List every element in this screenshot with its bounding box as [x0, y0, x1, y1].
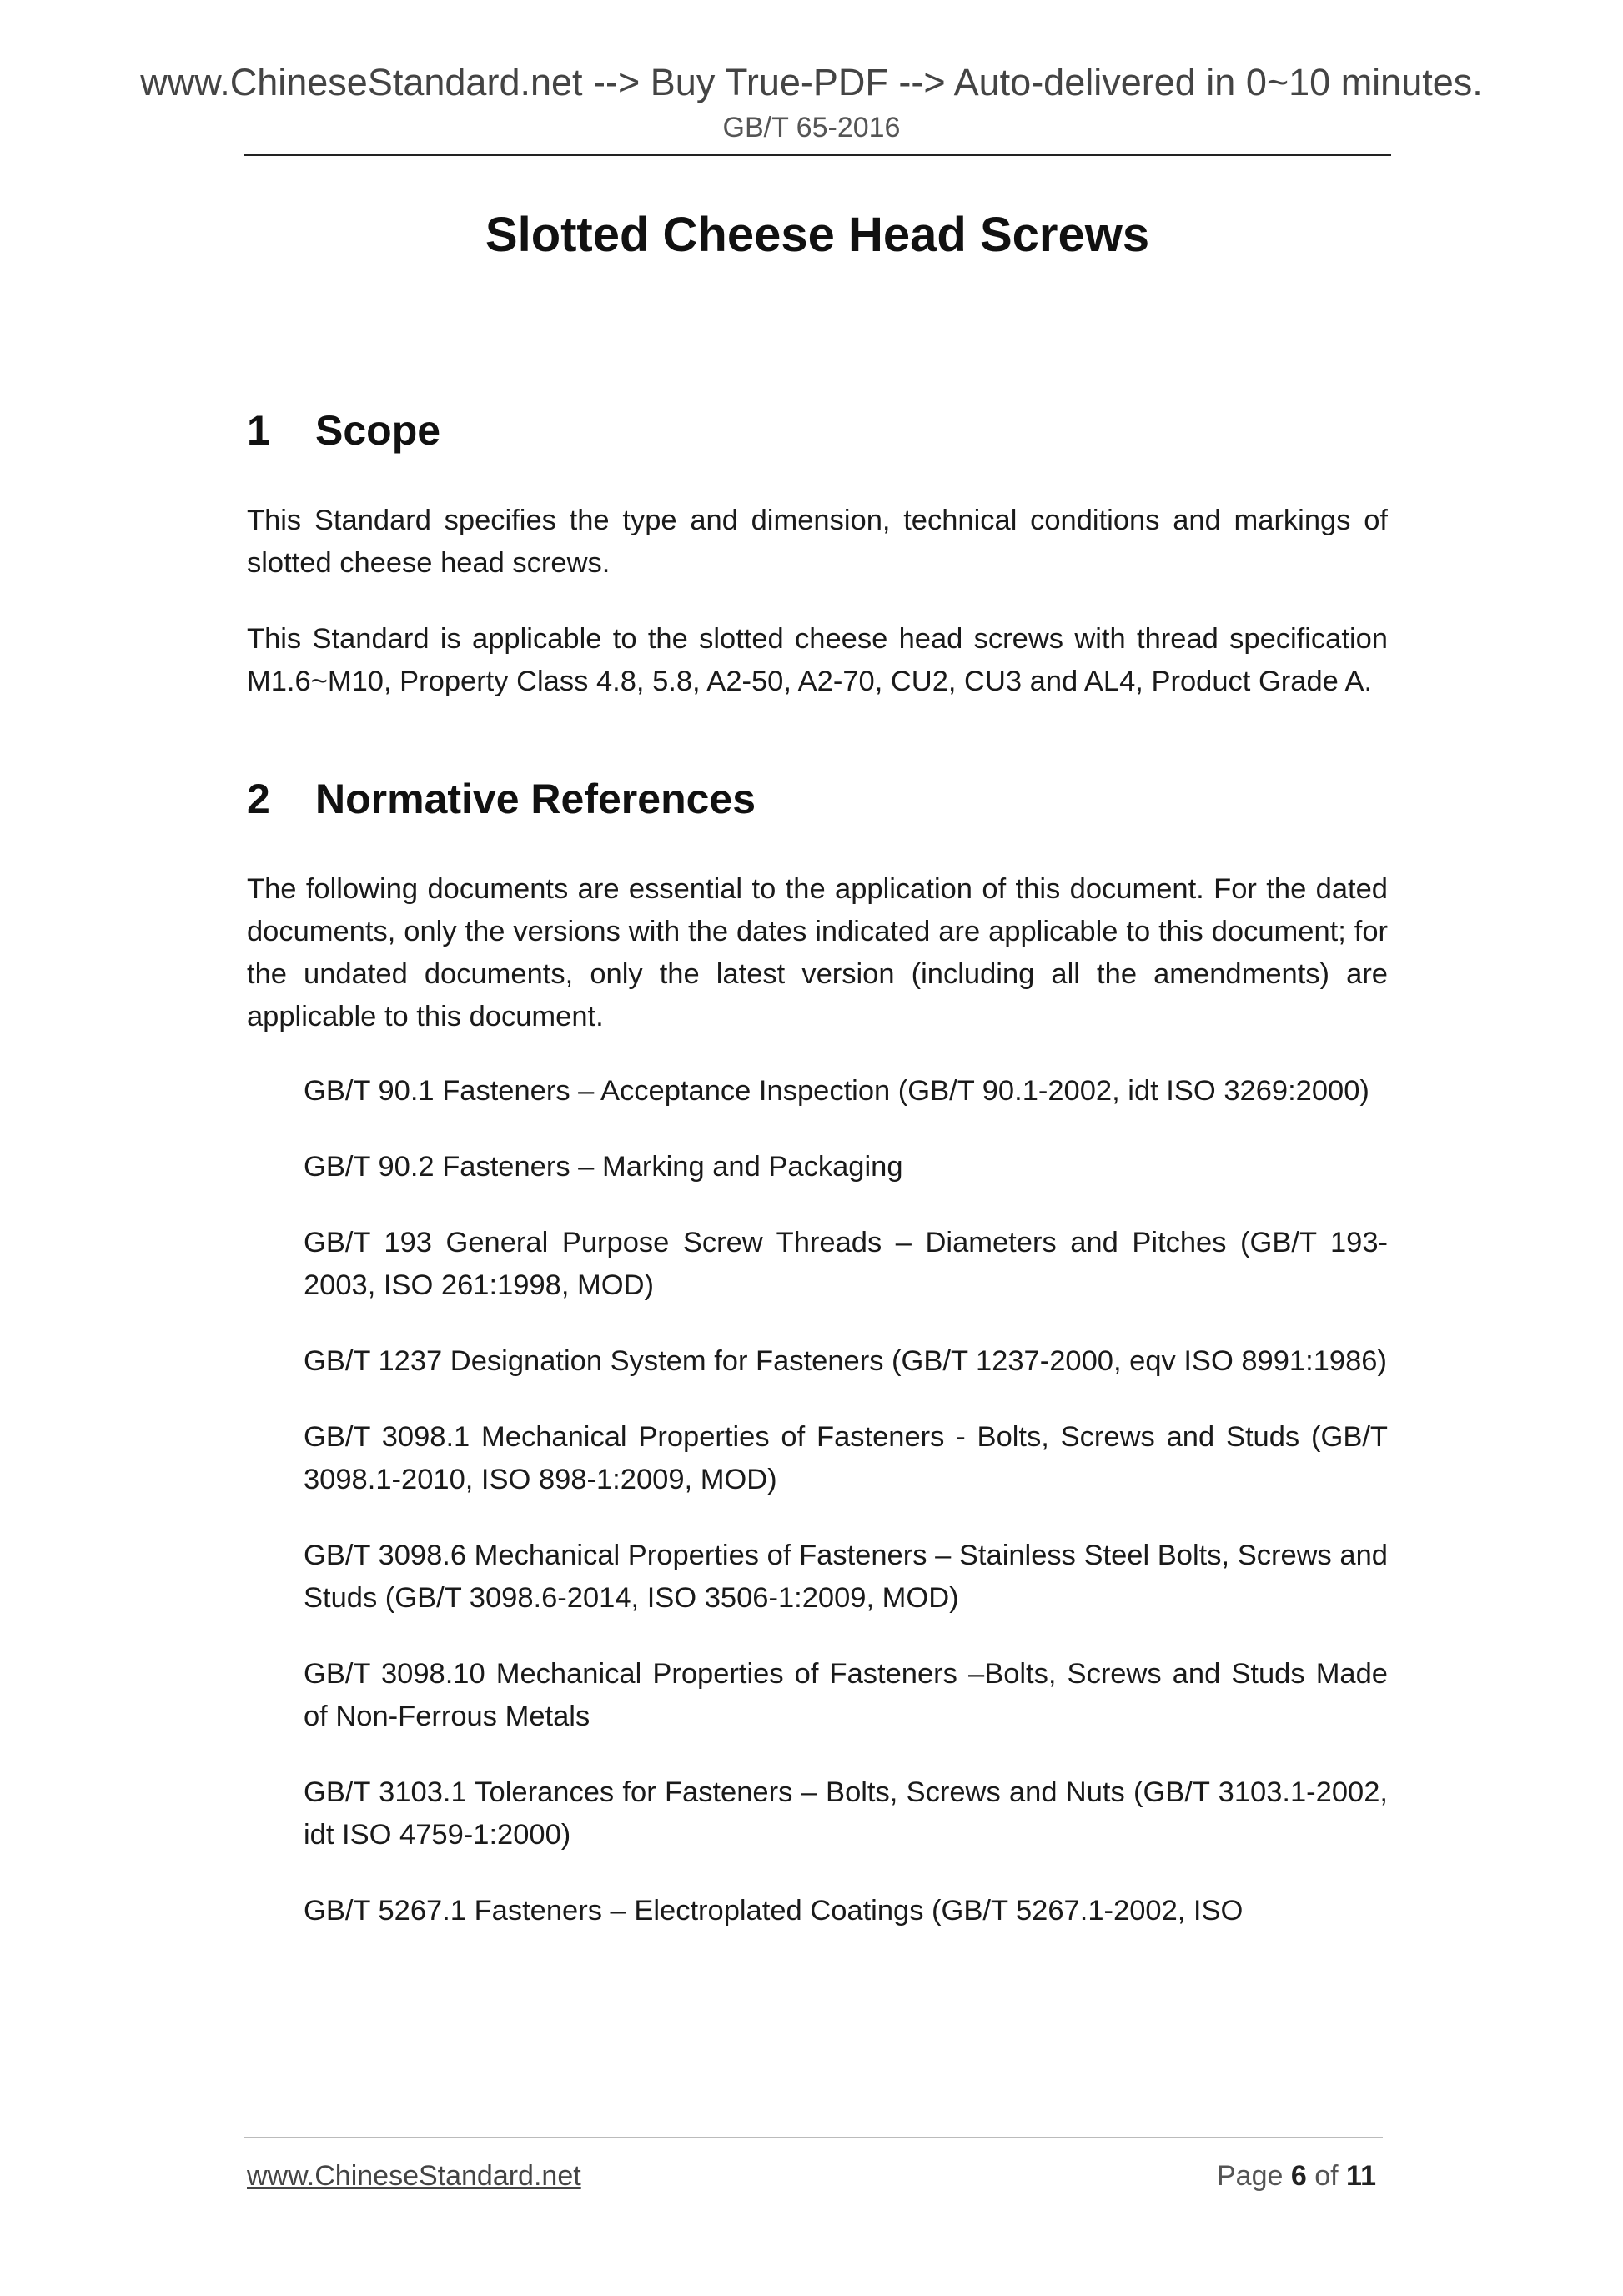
- header-divider: [244, 154, 1391, 156]
- page-of: of: [1314, 2160, 1339, 2192]
- footer-site-link[interactable]: www.ChineseStandard.net: [247, 2160, 581, 2192]
- scope-body: [247, 500, 1388, 703]
- reference-item: GB/T 1237 Designation System for Fasteners (GB/T 1237-2000, eqv ISO 8991:1986): [304, 1344, 1387, 1377]
- references-body: [247, 868, 1388, 1932]
- standard-code: GB/T 65-2016: [722, 112, 901, 143]
- reference-item: GB/T 3098.1 Mechanical Properties of Fasteners - Bolts, Screws and Studs (GB/T 3098.1-2010, ISO 898-1:2009, MOD): [304, 1420, 1388, 1495]
- reference-item: GB/T 3098.6 Mechanical Properties of Fasteners – Stainless Steel Bolts, Screws and Studs (GB/T 3098.6-2014, ISO 3506-1:2009, MOD): [304, 1539, 1388, 1614]
- reference-list: [247, 1070, 1388, 1932]
- reference-item: GB/T 3098.10 Mechanical Properties of Fasteners –Bolts, Screws and Studs Made of Non-Ferrous Metals: [304, 1657, 1388, 1732]
- scope-paragraph: This Standard is applicable to the slotted cheese head screws with thread specification M1.6~M10, Property Class 4.8, 5.8, A2-50, A2-70, CU2, CU3 and AL4, Product Grade A.: [247, 622, 1388, 697]
- scope-paragraph: This Standard specifies the type and dimension, technical conditions and markings of slotted cheese head screws.: [247, 504, 1388, 579]
- reference-item: GB/T 90.1 Fasteners – Acceptance Inspection (GB/T 90.1-2002, idt ISO 3269:2000): [304, 1074, 1369, 1107]
- document-title: Slotted Cheese Head Screws: [485, 208, 1150, 262]
- section-number: 1: [247, 406, 270, 454]
- section-title: Scope: [315, 406, 441, 454]
- page-header: [0, 60, 1623, 144]
- footer-divider: [244, 2137, 1383, 2138]
- reference-item: GB/T 3103.1 Tolerances for Fasteners – Bolts, Screws and Nuts (GB/T 3103.1-2002, idt ISO 4759-1:2000): [304, 1776, 1388, 1851]
- document-body: [247, 208, 1388, 1966]
- section-heading-scope: [247, 408, 1388, 454]
- header-banner: www.ChineseStandard.net --> Buy True-PDF --> Auto-delivered in 0~10 minutes.: [140, 61, 1483, 103]
- page-current: 6: [1290, 2160, 1307, 2192]
- section-number: 2: [247, 775, 270, 822]
- section-heading-normative-references: [247, 776, 1388, 822]
- page-total: 11: [1346, 2160, 1376, 2192]
- references-intro: The following documents are essential to the application of this document. For the dated documents, only the versions with the dates indicated are applicable to this document; for the undated documents, only the latest version (including all the amendments) are applicable to this document.: [247, 872, 1388, 1032]
- reference-item: GB/T 90.2 Fasteners – Marking and Packaging: [304, 1150, 903, 1183]
- page-label: Page: [1217, 2160, 1284, 2192]
- section-title: Normative References: [315, 775, 756, 822]
- reference-item: GB/T 5267.1 Fasteners – Electroplated Coatings (GB/T 5267.1-2002, ISO: [304, 1894, 1244, 1927]
- reference-item: GB/T 193 General Purpose Screw Threads – Diameters and Pitches (GB/T 193-2003, ISO 261:1998, MOD): [304, 1226, 1388, 1301]
- page-number: [1217, 2160, 1376, 2193]
